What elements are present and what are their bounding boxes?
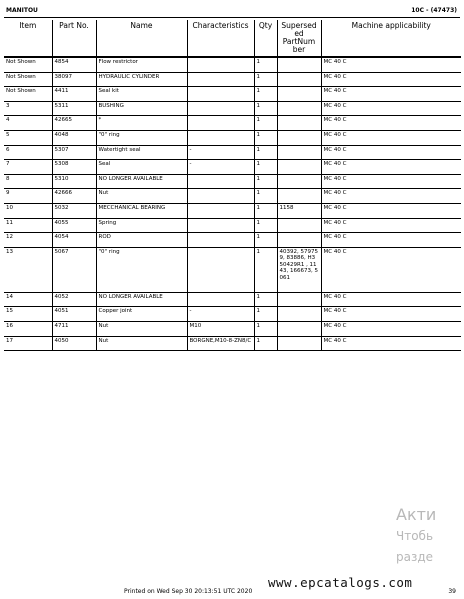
cell-item: 11 [4, 218, 52, 233]
header-divider [4, 17, 460, 18]
cell-qty: 1 [254, 233, 277, 248]
cell-item: 13 [4, 247, 52, 292]
cell-part-no: 5307 [52, 145, 96, 160]
watermark-url: www.epcatalogs.com [268, 575, 413, 590]
cell-qty: 1 [254, 160, 277, 175]
cell-part-no: 4051 [52, 307, 96, 322]
cell-name: Watertight seal [96, 145, 187, 160]
cell-name: BUSHING [96, 101, 187, 116]
column-header-item: Item [19, 21, 37, 30]
cell-machine: MC 40 C [321, 307, 461, 322]
cell-part-no: 42665 [52, 116, 96, 131]
cell-part-no: 4052 [52, 292, 96, 307]
cell-name: NO LONGER AVAILABLE [96, 174, 187, 189]
cell-superseded [277, 336, 321, 351]
cell-superseded: 1158 [277, 203, 321, 218]
cell-qty: 1 [254, 203, 277, 218]
cell-superseded [277, 321, 321, 336]
cell-item: 6 [4, 145, 52, 160]
cell-part-no: 4411 [52, 87, 96, 102]
cell-machine: MC 40 C [321, 336, 461, 351]
cell-machine: MC 40 C [321, 160, 461, 175]
table-row [4, 336, 461, 351]
table-row [4, 218, 461, 233]
cell-qty: 1 [254, 57, 277, 72]
cell-item: Not Shown [4, 87, 52, 102]
cell-machine: MC 40 C [321, 233, 461, 248]
cell-characteristics [187, 72, 254, 87]
cell-machine: MC 40 C [321, 292, 461, 307]
cell-name: NO LONGER AVAILABLE [96, 292, 187, 307]
table-row [4, 189, 461, 204]
cell-part-no: 4055 [52, 218, 96, 233]
activation-notice-line-2: Чтобь [396, 529, 434, 543]
cell-characteristics: - [187, 160, 254, 175]
cell-item: Not Shown [4, 72, 52, 87]
cell-machine: MC 40 C [321, 87, 461, 102]
cell-part-no: 4050 [52, 336, 96, 351]
cell-part-no: 5308 [52, 160, 96, 175]
cell-name: Flow restrictor [96, 57, 187, 72]
column-header-qty: Qty [254, 20, 277, 57]
cell-qty: 1 [254, 130, 277, 145]
cell-qty: 1 [254, 292, 277, 307]
table-row [4, 116, 461, 131]
cell-superseded [277, 189, 321, 204]
cell-machine: MC 40 C [321, 189, 461, 204]
cell-qty: 1 [254, 174, 277, 189]
table-row [4, 130, 461, 145]
activation-notice-line-3: разде [396, 550, 434, 564]
cell-machine: MC 40 C [321, 203, 461, 218]
cell-superseded [277, 160, 321, 175]
cell-machine: MC 40 C [321, 57, 461, 72]
cell-characteristics [187, 218, 254, 233]
cell-part-no: 5032 [52, 203, 96, 218]
cell-item: 15 [4, 307, 52, 322]
table-header-row [4, 20, 461, 57]
activation-notice-line-1: Акти [396, 505, 437, 524]
cell-characteristics [187, 189, 254, 204]
cell-characteristics [187, 130, 254, 145]
cell-item: 10 [4, 203, 52, 218]
cell-name: Seal [96, 160, 187, 175]
cell-item: 16 [4, 321, 52, 336]
table-row [4, 101, 461, 116]
cell-superseded [277, 101, 321, 116]
cell-part-no: 4854 [52, 57, 96, 72]
cell-item: 14 [4, 292, 52, 307]
cell-part-no: 5310 [52, 174, 96, 189]
cell-superseded [277, 233, 321, 248]
cell-characteristics: - [187, 307, 254, 322]
table-row [4, 292, 461, 307]
page-number: 39 [448, 588, 456, 595]
cell-machine: MC 40 C [321, 145, 461, 160]
cell-superseded [277, 307, 321, 322]
cell-superseded [277, 57, 321, 72]
cell-name: MECCHANICAL BEARING [96, 203, 187, 218]
cell-machine: MC 40 C [321, 218, 461, 233]
column-header-name: Name [96, 20, 187, 57]
cell-characteristics [187, 247, 254, 292]
brand-name: MANITOU [6, 7, 38, 14]
cell-name: "0" ring [96, 130, 187, 145]
cell-qty: 1 [254, 145, 277, 160]
column-header-superseded-part-number: Supersed ed PartNum ber [277, 20, 321, 57]
cell-qty: 1 [254, 247, 277, 292]
cell-superseded [277, 116, 321, 131]
cell-characteristics [187, 292, 254, 307]
cell-qty: 1 [254, 101, 277, 116]
cell-name: Nut [96, 321, 187, 336]
cell-name: ROD [96, 233, 187, 248]
cell-qty: 1 [254, 307, 277, 322]
cell-machine: MC 40 C [321, 72, 461, 87]
table-row [4, 247, 461, 292]
cell-name: Copper joint [96, 307, 187, 322]
table-row [4, 145, 461, 160]
cell-name: Spring [96, 218, 187, 233]
cell-qty: 1 [254, 189, 277, 204]
cell-superseded [277, 145, 321, 160]
cell-item: 9 [4, 189, 52, 204]
cell-name: Seal kit [96, 87, 187, 102]
cell-characteristics [187, 174, 254, 189]
cell-machine: MC 40 C [321, 101, 461, 116]
cell-superseded [277, 292, 321, 307]
cell-part-no: 4711 [52, 321, 96, 336]
column-header-part-no: Part No. [52, 20, 96, 57]
printed-on-text: Printed on Wed Sep 30 20:13:51 UTC 2020 [124, 588, 253, 595]
table-row [4, 87, 461, 102]
column-header-characteristics: Characteristics [187, 20, 254, 57]
cell-superseded [277, 130, 321, 145]
cell-machine: MC 40 C [321, 247, 461, 292]
table-row [4, 57, 461, 72]
cell-item: 7 [4, 160, 52, 175]
cell-characteristics: BORGNE,M10-8-ZN8/C [187, 336, 254, 351]
cell-characteristics [187, 203, 254, 218]
table-row [4, 72, 461, 87]
cell-superseded [277, 72, 321, 87]
cell-characteristics [187, 101, 254, 116]
cell-superseded [277, 174, 321, 189]
cell-superseded [277, 87, 321, 102]
cell-item: 4 [4, 116, 52, 131]
cell-qty: 1 [254, 321, 277, 336]
cell-item: 17 [4, 336, 52, 351]
column-header-machine-applicability: Machine applicability [321, 20, 461, 57]
cell-qty: 1 [254, 218, 277, 233]
cell-item: 12 [4, 233, 52, 248]
cell-qty: 1 [254, 87, 277, 102]
cell-part-no: 5067 [52, 247, 96, 292]
cell-characteristics: M10 [187, 321, 254, 336]
document-reference: 10C - (47473) [411, 7, 457, 14]
cell-machine: MC 40 C [321, 174, 461, 189]
cell-qty: 1 [254, 336, 277, 351]
cell-characteristics [187, 116, 254, 131]
cell-characteristics [187, 233, 254, 248]
cell-item: 5 [4, 130, 52, 145]
parts-table-body [4, 57, 461, 351]
cell-name: * [96, 116, 187, 131]
cell-characteristics [187, 87, 254, 102]
cell-part-no: 38097 [52, 72, 96, 87]
cell-qty: 1 [254, 72, 277, 87]
cell-name: HYDRAULIC CYLINDER [96, 72, 187, 87]
cell-part-no: 5311 [52, 101, 96, 116]
cell-part-no: 4048 [52, 130, 96, 145]
cell-characteristics [187, 57, 254, 72]
cell-machine: MC 40 C [321, 130, 461, 145]
table-row [4, 321, 461, 336]
cell-item: 8 [4, 174, 52, 189]
cell-name: Nut [96, 189, 187, 204]
cell-item: Not Shown [4, 57, 52, 72]
cell-item: 3 [4, 101, 52, 116]
table-row [4, 233, 461, 248]
table-row [4, 203, 461, 218]
cell-machine: MC 40 C [321, 321, 461, 336]
parts-table [4, 20, 461, 351]
cell-superseded [277, 218, 321, 233]
cell-name: "0" ring [96, 247, 187, 292]
cell-characteristics: - [187, 145, 254, 160]
cell-superseded: 40392, 579759, 83886, H350429R1 , 1143, 166673, 5061 [277, 247, 321, 292]
cell-qty: 1 [254, 116, 277, 131]
table-row [4, 174, 461, 189]
table-row [4, 160, 461, 175]
cell-part-no: 4054 [52, 233, 96, 248]
cell-part-no: 42666 [52, 189, 96, 204]
cell-name: Nut [96, 336, 187, 351]
cell-machine: MC 40 C [321, 116, 461, 131]
table-row [4, 307, 461, 322]
